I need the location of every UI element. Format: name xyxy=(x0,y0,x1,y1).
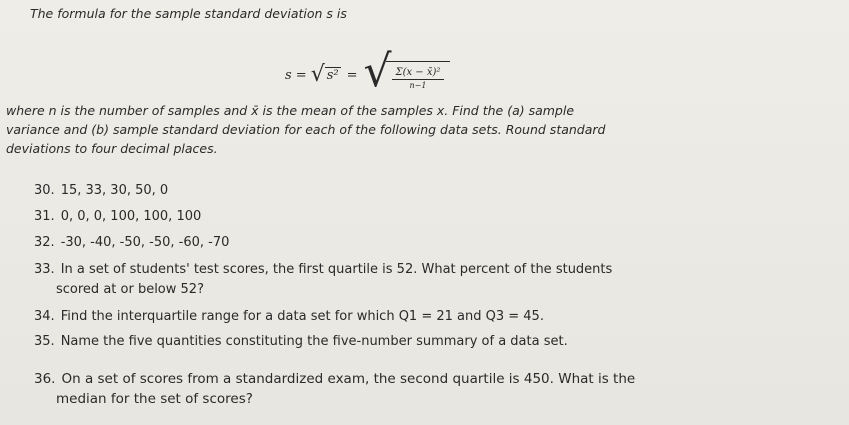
formula-lhs: s = xyxy=(285,67,307,83)
question-number: 33. xyxy=(34,262,55,277)
formula-sqrt-fraction xyxy=(364,60,451,90)
formula-fraction xyxy=(392,67,445,90)
question-text: 0, 0, 0, 100, 100, 100 xyxy=(60,209,202,224)
question-30 xyxy=(34,183,168,198)
question-number: 32. xyxy=(34,235,55,250)
question-35 xyxy=(34,334,568,349)
question-text: Name the five quantities constituting the five-number summary of a data set. xyxy=(60,334,568,349)
question-text: In a set of students' test scores, the first quartile is 52. What percent of the students xyxy=(60,262,613,277)
question-number: 34. xyxy=(34,309,55,324)
question-text: Find the interquartile range for a data set for which Q1 = 21 and Q3 = 45. xyxy=(60,309,544,324)
question-31 xyxy=(34,209,201,224)
question-number: 31. xyxy=(34,209,55,224)
question-36 xyxy=(34,371,635,387)
question-number: 36. xyxy=(34,371,56,387)
paragraph-line-3: deviations to four decimal places. xyxy=(6,141,218,156)
question-32 xyxy=(34,235,229,250)
formula-numerator: √ Σ(x − x̄)² xyxy=(392,67,445,80)
question-text: On a set of scores from a standardized exam, the second quartile is 450. What is the xyxy=(61,371,636,387)
question-33-continued: scored at or below 52? xyxy=(56,282,204,297)
question-33 xyxy=(34,262,612,277)
question-34 xyxy=(34,309,544,324)
question-text: -30, -40, -50, -50, -60, -70 xyxy=(60,235,230,250)
question-number: 30. xyxy=(34,183,55,198)
paragraph-line-2: variance and (b) sample standard deviation for each of the following data sets. Round standard xyxy=(6,122,606,137)
question-number: 35. xyxy=(34,334,55,349)
paragraph-line-1: where n is the number of samples and x̄ is the mean of the samples x. Find the (a) sample xyxy=(6,103,575,118)
question-36-continued: median for the set of scores? xyxy=(56,391,253,407)
std-dev-formula xyxy=(285,50,450,100)
formula-equals: = xyxy=(346,67,358,83)
question-text: 15, 33, 30, 50, 0 xyxy=(60,183,169,198)
intro-text: The formula for the sample standard deviation s is xyxy=(30,6,347,21)
formula-sqrt-variance xyxy=(313,68,341,83)
formula-denominator: n−1 xyxy=(409,81,427,90)
formula-radicand: s² xyxy=(326,67,339,83)
